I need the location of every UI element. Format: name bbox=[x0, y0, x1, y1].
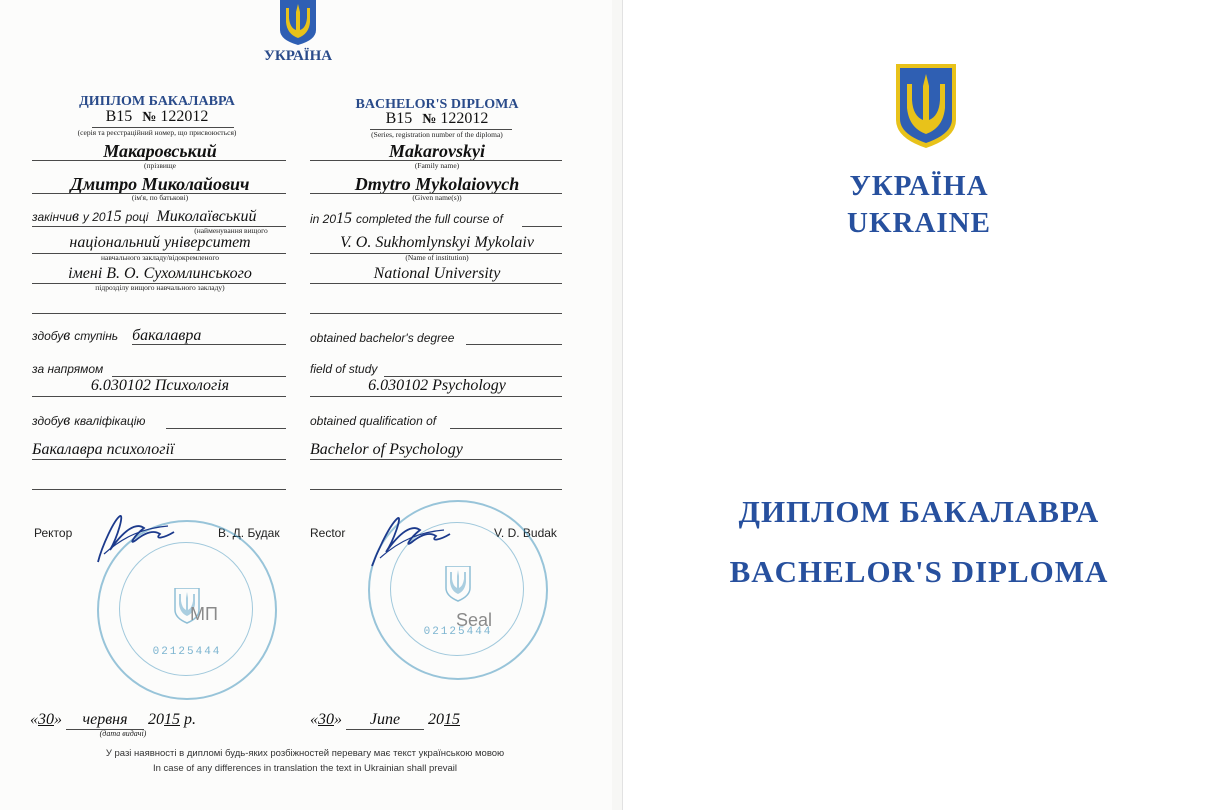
ua-degree-row bbox=[32, 327, 201, 345]
ua-qualification-line-a bbox=[166, 428, 286, 429]
ua-blank-line-1 bbox=[32, 313, 286, 314]
ua-date-close: » bbox=[54, 711, 62, 728]
cover-trident-emblem-icon bbox=[893, 64, 959, 150]
ua-qualification-suffix: в bbox=[63, 412, 71, 429]
cover-country-ua: УКРАЇНА bbox=[849, 170, 989, 202]
en-rector-label: Rector bbox=[310, 526, 346, 540]
ua-qualification-label: здобу bbox=[32, 414, 64, 428]
cover-country-en: UKRAINE bbox=[847, 207, 991, 239]
ua-given-hint: (ім'я, по батькові) bbox=[131, 193, 189, 202]
ua-completed-year: 15 bbox=[105, 208, 122, 225]
ua-series-hint: (серія та реєстраційний номер, що присвоюється) bbox=[77, 128, 237, 137]
en-institution-line-1: V. O. Sukhomlynskyi Mykolaiv bbox=[340, 234, 534, 251]
en-surname-hint: (Family name) bbox=[414, 161, 460, 170]
en-qualification-line-b bbox=[310, 459, 562, 460]
ua-series-number bbox=[32, 108, 282, 126]
diploma-cover-page bbox=[622, 0, 1214, 810]
en-completed-line bbox=[522, 226, 562, 227]
ua-institution-hint-3: підрозділу вищого навчального закладу) bbox=[95, 283, 225, 292]
en-field-value: 6.030102 Psychology bbox=[368, 377, 506, 394]
en-series-number bbox=[312, 110, 562, 128]
en-field-label: field of study bbox=[310, 362, 378, 376]
ua-qualification-row bbox=[32, 412, 145, 430]
cover-title-en: BACHELOR'S DIPLOMA bbox=[729, 554, 1109, 589]
en-degree-line bbox=[466, 344, 562, 345]
en-qualification-label: obtained qualification of bbox=[310, 414, 437, 428]
ua-date-day: 30 bbox=[38, 711, 54, 728]
ua-completed-year-label: у 20 bbox=[82, 210, 106, 224]
ua-rector-name: В. Д. Будак bbox=[218, 526, 280, 540]
ua-seal-code: 02125444 bbox=[152, 646, 222, 658]
ua-institution-hint-2: навчального закладу/відокремленого bbox=[101, 253, 219, 262]
footer-note-ua: У разі наявності в дипломі будь-яких розбіжностей перевагу має текст українською мовою bbox=[105, 748, 505, 759]
ua-date-year-prefix: 20 bbox=[148, 711, 164, 728]
en-institution-line-b bbox=[310, 283, 562, 284]
en-completed-year-label: in 20 bbox=[310, 212, 337, 226]
en-institution-hint: (Name of institution) bbox=[405, 253, 469, 262]
en-degree-label: obtained bachelor's degree bbox=[310, 331, 455, 345]
ua-qualification-value: Бакалавра психології bbox=[32, 441, 175, 458]
ua-field-line-b bbox=[32, 396, 286, 397]
en-issue-date bbox=[310, 711, 460, 730]
ua-surname-hint: (прізвище bbox=[144, 161, 176, 170]
en-number: 122012 bbox=[440, 110, 489, 127]
en-qualification-line-a bbox=[450, 428, 562, 429]
ua-issue-date bbox=[30, 711, 196, 730]
en-diploma-title: BACHELOR'S DIPLOMA bbox=[355, 97, 519, 112]
ua-rector-label: Ректор bbox=[34, 526, 73, 540]
en-completed-label: completed the full course of bbox=[356, 212, 503, 226]
footer-note-en: In case of any differences in translation the text in Ukrainian shall prevail bbox=[153, 763, 457, 774]
en-seal-code: 02125444 bbox=[423, 626, 493, 638]
ua-surname: Макаровський bbox=[103, 141, 217, 161]
en-blank-line-1 bbox=[310, 313, 562, 314]
en-given-hint: (Given name(s)) bbox=[412, 193, 462, 202]
ua-institution-hint-1: (найменування вищого bbox=[194, 226, 268, 235]
en-qualification-value: Bachelor of Psychology bbox=[310, 441, 463, 458]
en-institution-line-2: National University bbox=[373, 265, 501, 282]
en-completed-year: 15 bbox=[336, 210, 353, 227]
ua-completed-year-suffix: році bbox=[125, 210, 149, 224]
ua-degree-label: здобу bbox=[32, 329, 64, 343]
en-date-open: « bbox=[310, 711, 318, 728]
ua-completed-suffix: в bbox=[71, 208, 79, 225]
ua-number-mark: № bbox=[142, 110, 157, 125]
cover-title-ua: ДИПЛОМ БАКАЛАВРА bbox=[738, 494, 1100, 529]
en-field-line-b bbox=[310, 396, 562, 397]
en-surname: Makarovskyi bbox=[389, 141, 485, 161]
ua-date-year-suffix: р. bbox=[184, 711, 196, 728]
ua-degree-value: бакалавра bbox=[132, 327, 202, 344]
ua-given-names: Дмитро Миколайович bbox=[70, 174, 250, 194]
en-date-year: 15 bbox=[444, 711, 460, 728]
en-number-mark: № bbox=[422, 112, 437, 127]
en-date-year-prefix: 20 bbox=[428, 711, 444, 728]
ua-qualification-line-b bbox=[32, 459, 286, 460]
ua-institution-line-2: національний університет bbox=[69, 234, 251, 251]
ua-degree-suffix: в bbox=[63, 327, 71, 344]
ua-blank-line-2 bbox=[32, 489, 286, 490]
en-rector-name: V. D. Budak bbox=[494, 526, 557, 540]
ua-date-year: 15 bbox=[164, 711, 180, 728]
ua-field-label: за напрямом bbox=[32, 362, 104, 376]
ua-field-value: 6.030102 Психологія bbox=[90, 377, 230, 394]
country-label: УКРАЇНА bbox=[263, 48, 333, 64]
en-series: B15 bbox=[385, 110, 413, 127]
en-date-close: » bbox=[334, 711, 342, 728]
ua-degree-label-b: ступінь bbox=[74, 329, 119, 343]
ua-rector-signature bbox=[84, 506, 184, 570]
en-series-hint: (Series, registration number of the diploma) bbox=[371, 130, 503, 139]
ua-diploma-title: ДИПЛОМ БАКАЛАВРА bbox=[79, 94, 235, 109]
ua-seal-label: МП bbox=[190, 604, 218, 624]
en-given-names: Dmytro Mykolaiovych bbox=[354, 174, 520, 194]
en-rector-signature bbox=[362, 508, 462, 572]
en-date-month: June bbox=[346, 711, 424, 730]
ua-institution-line-3: імені В. О. Сухомлинського bbox=[68, 265, 252, 282]
ua-date-open: « bbox=[30, 711, 38, 728]
en-blank-line-2 bbox=[310, 489, 562, 490]
en-seal-label: Seal bbox=[456, 610, 493, 630]
ua-completed-row bbox=[32, 208, 256, 226]
ua-degree-line bbox=[132, 344, 286, 345]
ua-completed-label: закінчи bbox=[32, 210, 72, 224]
ua-qualification-label-b: кваліфікацію bbox=[74, 414, 146, 428]
ua-number: 122012 bbox=[160, 108, 209, 125]
ua-date-month: червня bbox=[66, 711, 144, 730]
ua-institution-line-1: Миколаївський bbox=[156, 208, 257, 225]
en-date-day: 30 bbox=[318, 711, 334, 728]
en-completed-row bbox=[310, 210, 503, 228]
ua-date-hint: (дата видачі) bbox=[99, 729, 147, 738]
ua-series: В15 bbox=[105, 108, 133, 125]
trident-emblem-icon bbox=[276, 0, 320, 46]
